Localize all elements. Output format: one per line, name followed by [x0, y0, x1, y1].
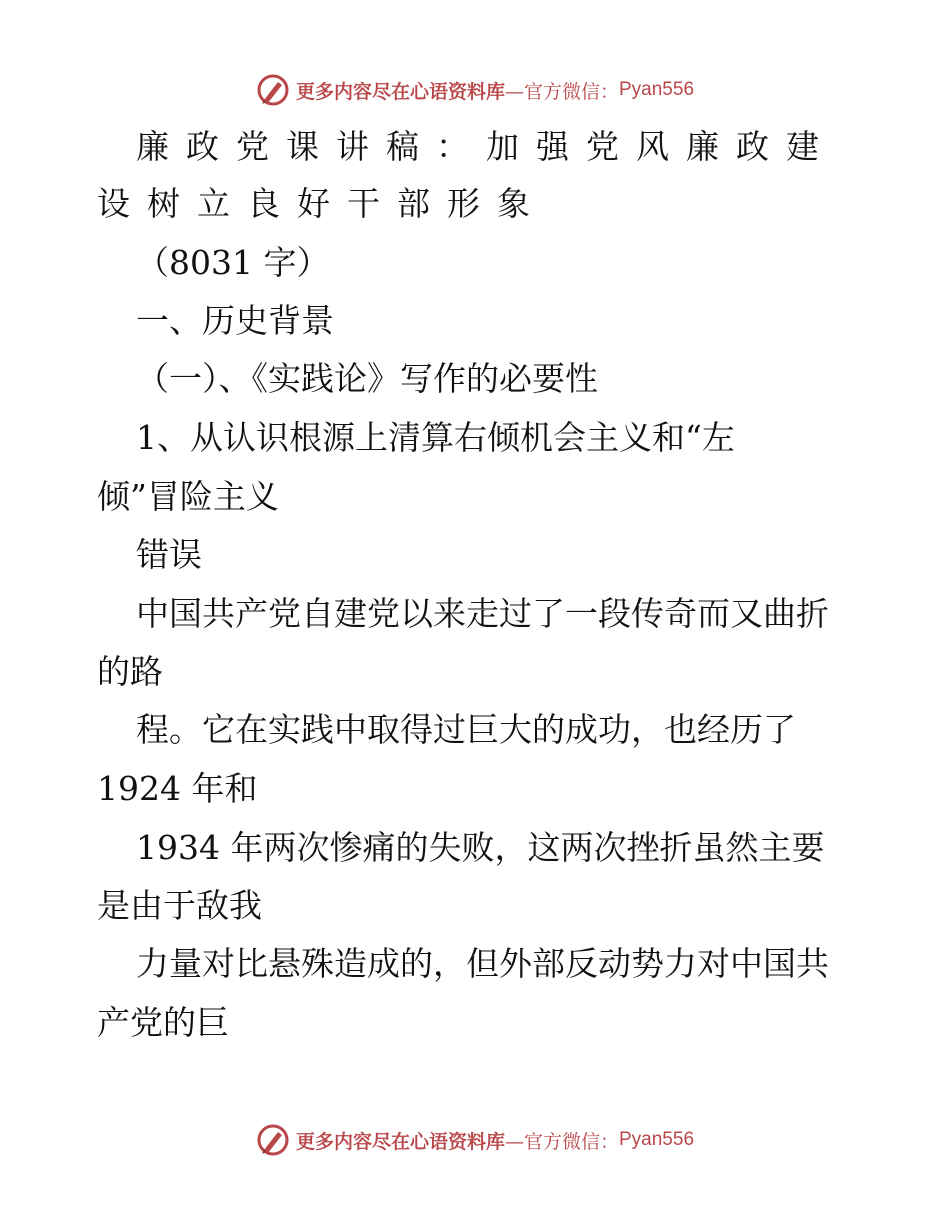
- pen-logo-icon: [256, 73, 290, 107]
- watermark-sub-text: —官方微信：: [504, 80, 619, 103]
- paragraph-line: 1924 年和: [97, 769, 258, 808]
- watermark-sub-text: —官方微信：: [504, 1130, 619, 1153]
- word-count: （8031 字）: [136, 243, 330, 282]
- watermark-main-text: 更多内容尽在心语资料库: [295, 1130, 505, 1153]
- paragraph-line: 程。它在实践中取得过巨大的成功，也经历了: [136, 710, 796, 749]
- pen-logo-icon: [256, 1123, 290, 1157]
- footer-watermark: [0, 1120, 950, 1160]
- document-title-line-1: 廉政党课讲稿：加强党风廉政建: [136, 127, 836, 166]
- paragraph-line: 的路: [97, 652, 163, 691]
- paragraph-line: 1934 年两次惨痛的失败，这两次挫折虽然主要: [136, 828, 825, 867]
- paragraph-line: 力量对比悬殊造成的，但外部反动势力对中国共: [136, 944, 829, 983]
- watermark-wechat-id: Pyan556: [619, 1129, 695, 1150]
- paragraph-line: 产党的巨: [97, 1003, 229, 1042]
- list-item-line: 错误: [136, 535, 202, 574]
- list-item-line: 1、从认识根源上清算右倾机会主义和“左: [136, 418, 735, 457]
- watermark-main-text: 更多内容尽在心语资料库: [295, 80, 505, 103]
- paragraph-line: 中国共产党自建党以来走过了一段传奇而又曲折: [136, 594, 829, 633]
- section-heading: 一、历史背景: [136, 301, 334, 340]
- subsection-heading: （一）、《实践论》写作的必要性: [136, 359, 598, 398]
- list-item-line: 倾”冒险主义: [97, 477, 279, 516]
- document-title-line-2: 设树立良好干部形象: [97, 184, 547, 223]
- header-watermark: [0, 70, 950, 110]
- watermark-wechat-id: Pyan556: [619, 79, 695, 100]
- paragraph-line: 是由于敌我: [97, 886, 262, 925]
